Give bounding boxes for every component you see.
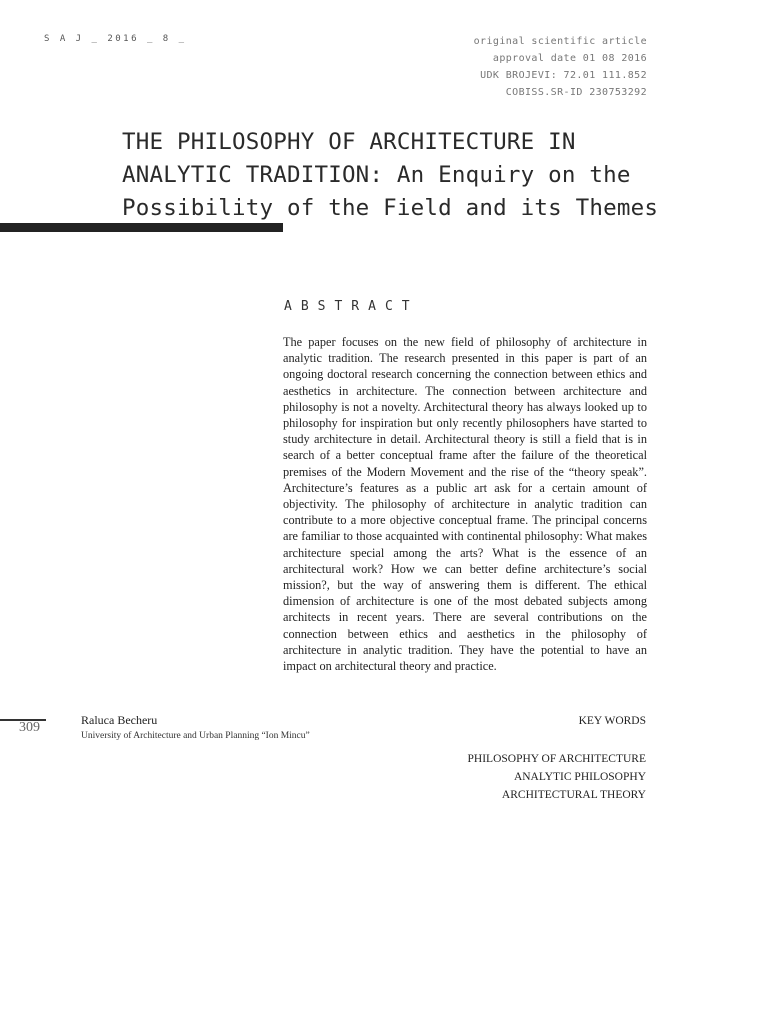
keyword-item: ARCHITECTURAL THEORY bbox=[501, 789, 646, 801]
keyword-item: PHILOSOPHY OF ARCHITECTURE bbox=[467, 753, 646, 765]
udk-numbers: UDK BROJEVI: 72.01 111.852 bbox=[480, 70, 647, 81]
title-line: THE PHILOSOPHY OF ARCHITECTURE IN bbox=[122, 129, 576, 155]
article-metadata bbox=[474, 33, 647, 101]
abstract-text: The paper focuses on the new field of philosophy of architecture in analytic tradition. The research presented in this paper is part of an ongoing doctoral research concerning the connection between ethics and aesthetics in architecture. The connection between architecture and philosophy is not a novelty. Architectural theory has always looked up to philosophy for inspiration but only recently philosophers have started to study architecture in detail. Architectural theory is still a field that is in search of a better conceptual frame after the failure of the theoretical premises of the Modern Movement and the rise of the “theory speak”. Architecture’s features as a public art ask for a certain amount of objectivity. The philosophy of architecture in analytic tradition can contribute to a more objective conceptual frame. The principal concerns are familiar to those acquainted with continental philosophy: What makes architecture special among the arts? What is the essence of an architectural work? How we can better define architecture’s social mission?, but the way of answering them is different. The ethical dimension of architecture is one of the most debated subjects among architects in recent years. There are several contributions on the connection between ethics and aesthetics in the philosophy of architecture in analytic tradition. They have the potential to have an impact on architectural theory and practice. bbox=[283, 335, 647, 674]
keywords-heading: KEY WORDS bbox=[578, 715, 646, 727]
keyword-item: ANALYTIC PHILOSOPHY bbox=[513, 771, 646, 783]
author-name: Raluca Becheru bbox=[81, 713, 158, 727]
title-divider-bar bbox=[0, 223, 283, 232]
title-line: Possibility of the Field and its Themes bbox=[122, 195, 659, 221]
author-affiliation: University of Architecture and Urban Planning “Ion Mincu” bbox=[81, 731, 310, 741]
article-type: original scientific article bbox=[473, 36, 647, 47]
abstract-heading: ABSTRACT bbox=[284, 299, 419, 314]
page-number: 309 bbox=[19, 720, 40, 735]
approval-date: approval date 01 08 2016 bbox=[492, 53, 647, 64]
journal-reference: S A J _ 2016 _ 8 _ bbox=[44, 34, 187, 44]
article-title bbox=[122, 126, 722, 225]
title-line: ANALYTIC TRADITION: An Enquiry on the bbox=[122, 162, 631, 188]
cobiss-id: COBISS.SR-ID 230753292 bbox=[505, 87, 647, 98]
keywords-list bbox=[468, 750, 646, 804]
